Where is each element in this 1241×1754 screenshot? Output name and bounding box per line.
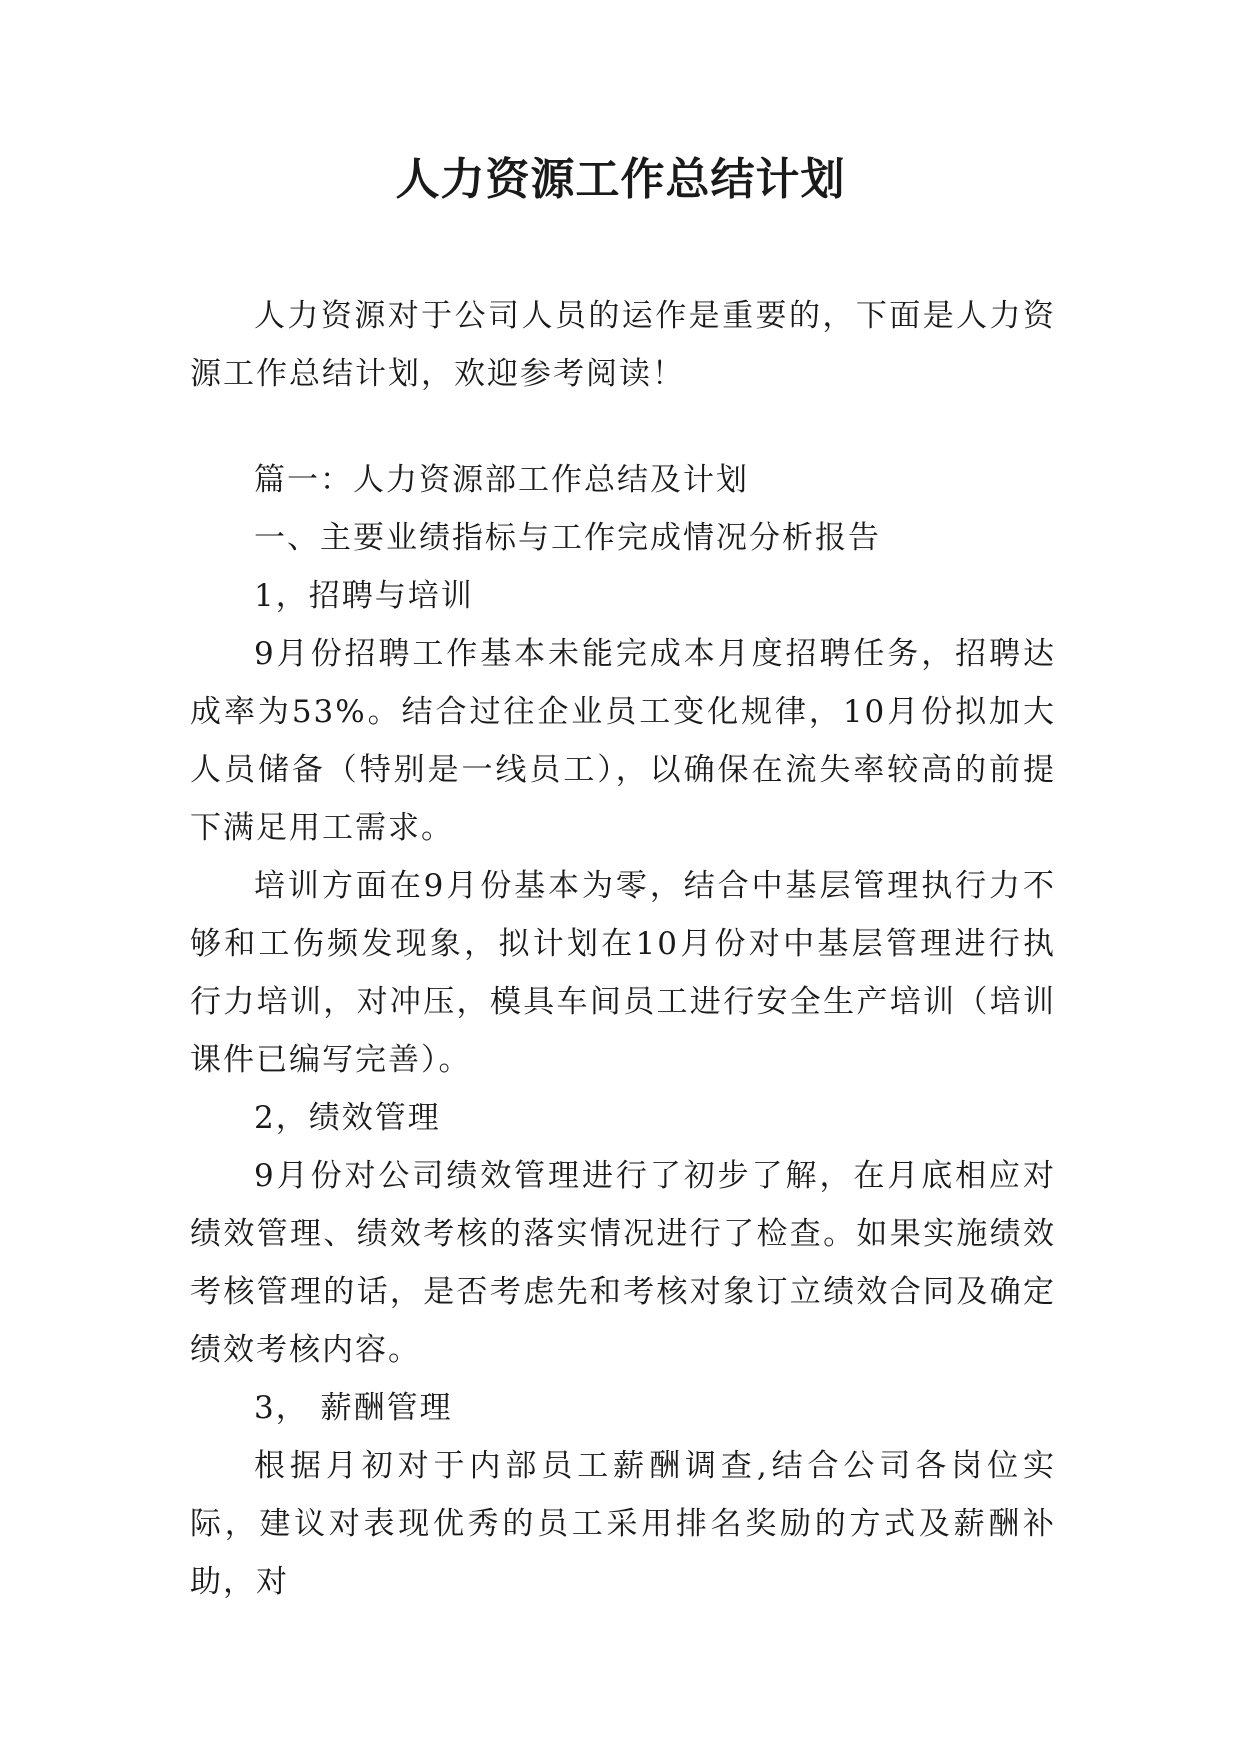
section-heading: 一、主要业绩指标与工作完成情况分析报告	[254, 520, 881, 556]
document-title: 人力资源工作总结计划	[395, 154, 846, 205]
intro-paragraph: 人力资源对于公司人员的运作是重要的，下面是人力资源工作总结计划，欢迎参考阅读！	[190, 298, 1056, 392]
chapter-heading: 篇一：人力资源部工作总结及计划	[254, 462, 749, 498]
performance-paragraph: 9月份对公司绩效管理进行了初步了解，在月底相应对绩效管理、绩效考核的落实情况进行了检查。如果实施绩效考核管理的话，是否考虑先和考核对象订立绩效合同及确定绩效考核内容。	[190, 1158, 1056, 1368]
subsection-heading-compensation: 3， 薪酬管理	[254, 1390, 453, 1426]
training-paragraph: 培训方面在9月份基本为零，结合中基层管理执行力不够和工伤频发现象，拟计划在10月份对中基层管理进行执行力培训，对冲压，模具车间员工进行安全生产培训（培训课件已编写完善）。	[190, 868, 1056, 1078]
recruitment-paragraph: 9月份招聘工作基本未能完成本月度招聘任务，招聘达成率为53%。结合过往企业员工变化规律，10月份拟加大人员储备（特别是一线员工），以确保在流失率较高的前提下满足用工需求。	[190, 636, 1056, 846]
document-body	[190, 287, 1056, 1611]
subsection-heading-performance: 2，绩效管理	[254, 1100, 441, 1136]
compensation-paragraph: 根据月初对于内部员工薪酬调查,结合公司各岗位实际，建议对表现优秀的员工采用排名奖励的方式及薪酬补助，对	[190, 1448, 1056, 1600]
subsection-heading-recruitment: 1，招聘与培训	[254, 578, 474, 614]
paragraph-spacer	[190, 403, 1056, 451]
